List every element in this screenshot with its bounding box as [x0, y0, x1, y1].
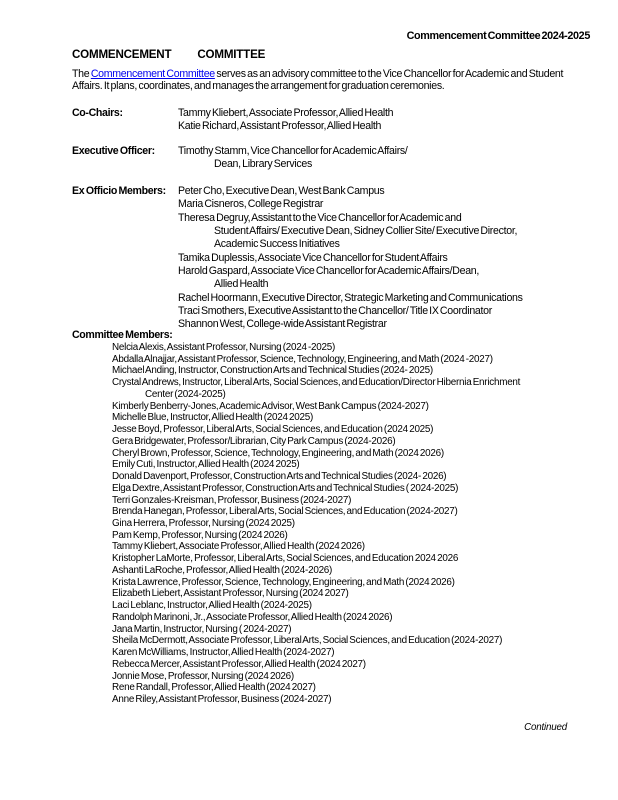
text-line: Gera Bridgewater, Professor/Librarian, City Park Campus (2024-2026): [112, 435, 396, 447]
text-line: Student Affairs/ Executive Dean, Sidney Collier Site/ Executive Director,: [214, 225, 518, 238]
text-line: Gina Herrera, Professor, Nursing (2024 2025): [112, 518, 295, 530]
text-line: Shannon West, College-wide Assistant Registrar: [178, 318, 387, 331]
text-line: Randolph Marinoni, Jr., Associate Professor, Allied Health (2024 2026): [112, 611, 393, 623]
text-line: Tamika Duplessis, Associate Vice Chancellor for Student Affairs: [178, 251, 448, 264]
text-line: Allied Health: [214, 278, 269, 291]
page-title-word2: COMMITTEE: [197, 48, 266, 61]
text-line: Jana Martin, Instructor, Nursing ( 2024-2027): [112, 623, 292, 635]
text-line: Michelle Blue, Instructor, Allied Health (2024 2025): [112, 412, 314, 424]
text-line: Rachel Hoormann, Executive Director, Strategic Marketing and Communications: [178, 291, 523, 304]
text-line: Jonnie Mose, Professor, Nursing (2024 2026): [112, 670, 294, 682]
continued-note: Continued: [524, 722, 567, 733]
text-line: Elga Dextre, Assistant Professor, Construction Arts and Technical Studies ( 2024-2025): [112, 482, 459, 494]
text-line: Kristopher LaMorte, Professor, Liberal Arts, Social Sciences, and Education 2024 2026: [112, 553, 459, 565]
text-line: Maria Cisneros, College Registrar: [178, 198, 324, 211]
co-chairs-list: [178, 107, 393, 134]
text-line: Timothy Stamm, Vice Chancellor for Academic Affairs/: [178, 145, 408, 157]
text-line: Nelcia Alexis, Assistant Professor, Nursing (2024 -2025): [112, 342, 336, 353]
intro-paragraph: [72, 68, 588, 92]
text-line: Peter Cho, Executive Dean, West Bank Campus: [178, 185, 385, 197]
text-line: Abdalla Alnajjar, Assistant Professor, Science, Technology, Engineering, and Math (2024 -2027): [112, 353, 493, 365]
text-line: Karen McWilliams, Instructor, Allied Health (2024-2027): [112, 647, 335, 659]
executive-officer-label: Executive Officer:: [72, 145, 155, 157]
text-line: Donald Davenport, Professor, Construction Arts and Technical Studies (2024- 2026): [112, 471, 447, 483]
text-line: Harold Gaspard, Associate Vice Chancellor for Academic Affairs/Dean,: [178, 265, 480, 278]
text-line: Kimberly Benberry-Jones, Academic Advisor, West Bank Campus (2024-2027): [112, 400, 429, 412]
text-line: Anne Riley, Assistant Professor, Business (2024-2027): [112, 694, 332, 706]
text-line: Jesse Boyd, Professor, Liberal Arts, Social Sciences, and Education (2024 2025): [112, 424, 434, 436]
text-line: Tammy Kliebert, Associate Professor, Allied Health: [178, 107, 394, 119]
ex-officio-list: [178, 185, 523, 332]
co-chairs-label: Co-Chairs:: [72, 107, 123, 119]
executive-officer-list: [178, 145, 408, 172]
text-line: Elizabeth Liebert, Assistant Professor, Nursing (2024 2027): [112, 588, 349, 600]
text-line: Katie Richard, Assistant Professor, Allied Health: [178, 120, 382, 133]
committee-members-list: [112, 342, 520, 706]
commencement-committee-link[interactable]: Commencement Committee: [90, 68, 215, 80]
header-right-text: Commencement Committee 2024-2025: [406, 30, 590, 42]
text-line: Pam Kemp, Professor, Nursing (2024 2026): [112, 529, 288, 541]
text-line: Emily Cuti, Instructor, Allied Health (2024 2025): [112, 459, 300, 471]
committee-members-label: Committee Members:: [72, 329, 173, 341]
text-line: Rebecca Mercer, Assistant Professor, Allied Health (2024 2027): [112, 658, 366, 670]
intro-pre-text: The: [72, 68, 91, 80]
text-line: Center (2024-2025): [145, 388, 226, 400]
text-line: Crystal Andrews, Instructor, Liberal Arts, Social Sciences, and Education/Director Hibernia Enrichment: [112, 377, 521, 389]
text-line: Traci Smothers, Executive Assistant to the Chancellor/ Title IX Coordinator: [178, 305, 492, 318]
ex-officio-label: Ex Officio Members:: [72, 185, 166, 197]
text-line: Krista Lawrence, Professor, Science, Technology, Engineering, and Math (2024 2026): [112, 576, 455, 588]
text-line: Sheila McDermott, Associate Professor, Liberal Arts, Social Sciences, and Education (2024-2027): [112, 635, 503, 647]
text-line: Laci Leblanc, Instructor, Allied Health (2024-2025): [112, 600, 312, 612]
text-line: Dean, Library Services: [214, 158, 312, 171]
text-line: Terri Gonzales-Kreisman, Professor, Business (2024-2027): [112, 494, 352, 506]
text-line: Academic Success Initiatives: [214, 238, 340, 251]
page-title-word1: COMMENCEMENT: [72, 48, 172, 61]
text-line: Tammy Kliebert, Associate Professor, Allied Health (2024 2026): [112, 541, 365, 553]
text-line: Brenda Hanegan, Professor, Liberal Arts, Social Sciences, and Education (2024-2027): [112, 506, 458, 518]
text-line: Theresa Degruy, Assistant to the Vice Chancellor for Academic and: [178, 211, 462, 224]
text-line: Cheryl Brown, Professor, Science, Technology, Engineering, and Math (2024 2026): [112, 447, 444, 459]
text-line: Ashanti LaRoche, Professor, Allied Health (2024-2026): [112, 564, 333, 576]
text-line: Rene Randall, Professor, Allied Health (2024 2027): [112, 682, 316, 694]
page-title: [72, 48, 265, 61]
text-line: Michael Anding, Instructor, Construction Arts and Technical Studies (2024- 2025): [112, 365, 433, 377]
intro-post-text: serves as an advisory committee to the Vice Chancellor for Academic and Student Affairs. It plans, coordinates, and manages the arrangement for graduation ceremonies.: [72, 68, 564, 93]
